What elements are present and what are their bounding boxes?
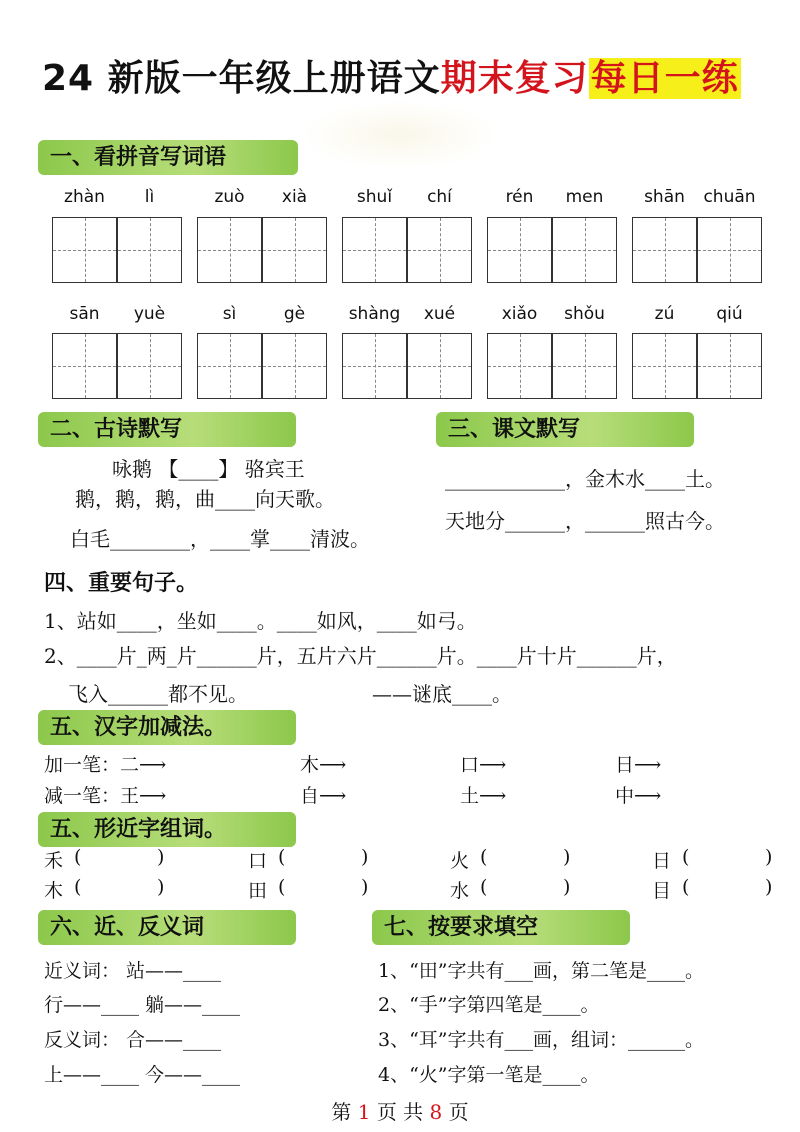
tianzige-box[interactable] [52,333,117,399]
tianzige-box[interactable] [52,217,117,283]
section-3-header: 三、课文默写 [436,412,694,447]
poem-line: 咏鹅 【____】 骆宾王 [112,457,305,481]
antonym-line: 上——____ 今——____ [44,1064,241,1086]
open-paren: ( [278,846,286,868]
page-footer [0,1096,800,1125]
tianzige-box[interactable] [697,217,762,283]
tianzige-box[interactable] [197,217,262,283]
fill-line: 2、“手”字第四笔是____。 [378,994,600,1016]
fill-line: 4、“火”字第一笔是____。 [378,1064,600,1086]
total-pages: 8 [429,1100,443,1124]
open-paren: ( [480,846,488,868]
open-paren: ( [278,876,286,898]
section-7-header: 七、按要求填空 [372,910,630,945]
remove-stroke-item: 中⟶ [615,785,662,807]
pinyin-label: rén [505,187,534,207]
pinyin-label: zú [654,304,675,324]
open-paren: ( [682,876,690,898]
title-part1: 24 新版一年级上册语文 [42,58,441,99]
pinyin-label: qiú [716,304,743,324]
title-part2: 期末复习 [440,58,589,99]
tianzige-box[interactable] [262,217,327,283]
fill-line: 1、“田”字共有___画，第二笔是____。 [378,960,705,982]
pinyin-label: zuò [214,187,245,207]
text-line: ____________，金木水____土。 [445,467,725,491]
pinyin-label: shān [644,187,685,207]
close-paren: ) [361,846,369,868]
section-1-header: 一、看拼音写词语 [38,140,298,175]
tianzige-box[interactable] [342,333,407,399]
section-6-header: 六、近、反义词 [38,910,296,945]
page-title [42,50,741,101]
page-number: 1 [357,1100,371,1124]
open-paren: ( [682,846,690,868]
footer-text: 第 [331,1100,352,1124]
section-5a-header: 五、汉字加减法。 [38,710,296,745]
close-paren: ) [563,876,571,898]
tianzige-box[interactable] [697,333,762,399]
close-paren: ) [765,876,773,898]
sentence-line: 飞入______都不见。 [68,682,248,706]
tianzige-box[interactable] [632,333,697,399]
char-label: 田 [248,880,268,902]
tianzige-box[interactable] [552,217,617,283]
pinyin-label: xué [423,304,456,324]
add-stroke-item: 加一笔：二⟶ [44,754,167,776]
text-line: 天地分______，______照古今。 [445,509,725,533]
pinyin-label: lì [144,187,155,207]
close-paren: ) [765,846,773,868]
add-stroke-item: 木⟶ [300,754,347,776]
synonym-line: 行——____ 躺——____ [44,994,241,1016]
tianzige-box[interactable] [262,333,327,399]
section-5b-header: 五、形近字组词。 [38,812,296,847]
tianzige-box[interactable] [117,217,182,283]
sentence-line: 1、站如____，坐如____。____如风，____如弓。 [44,609,477,633]
close-paren: ) [157,846,165,868]
add-stroke-item: 日⟶ [615,754,662,776]
sentence-line: 2、____片_两_片______片，五片六片______片。____片十片______片， [44,644,677,668]
footer-text: 页 [448,1100,469,1124]
pinyin-label: chuān [703,187,756,207]
pinyin-label: gè [283,304,306,324]
decorative-sun [300,100,500,170]
remove-stroke-item: 土⟶ [460,785,507,807]
title-part3: 每日一练 [590,58,739,99]
char-label: 口 [248,850,268,872]
tianzige-box[interactable] [342,217,407,283]
antonym-line: 反义词： 合——____ [44,1029,222,1051]
open-paren: ( [74,876,82,898]
section-4-header: 四、重要句子。 [44,570,199,596]
close-paren: ) [361,876,369,898]
pinyin-label: xiǎo [501,304,538,324]
pinyin-label: zhàn [64,187,105,207]
poem-line: 白毛________，____掌____清波。 [70,527,370,551]
remove-stroke-item: 减一笔：王⟶ [44,785,167,807]
tianzige-box[interactable] [117,333,182,399]
fill-line: 3、“耳”字共有___画，组词：______。 [378,1029,705,1051]
tianzige-box[interactable] [632,217,697,283]
section-2-header: 二、古诗默写 [38,412,296,447]
pinyin-label: shàng [348,304,401,324]
pinyin-label: chí [427,187,452,207]
char-label: 木 [44,880,64,902]
tianzige-box[interactable] [407,217,472,283]
pinyin-label: yuè [133,304,166,324]
char-label: 禾 [44,850,64,872]
tianzige-box[interactable] [487,333,552,399]
tianzige-box[interactable] [197,333,262,399]
open-paren: ( [74,846,82,868]
footer-text: 页 共 [376,1100,424,1124]
add-stroke-item: 口⟶ [460,754,507,776]
sentence-line: ——谜底____。 [372,682,512,706]
synonym-line: 近义词： 站——____ [44,960,222,982]
poem-line: 鹅，鹅，鹅，曲____向天歌。 [75,487,335,511]
pinyin-label: sān [69,304,100,324]
tianzige-box[interactable] [487,217,552,283]
open-paren: ( [480,876,488,898]
char-label: 日 [652,850,672,872]
pinyin-label: shuǐ [356,187,393,207]
pinyin-label: men [565,187,604,207]
close-paren: ) [563,846,571,868]
char-label: 火 [450,850,470,872]
char-label: 水 [450,880,470,902]
remove-stroke-item: 自⟶ [300,785,347,807]
close-paren: ) [157,876,165,898]
tianzige-box[interactable] [552,333,617,399]
pinyin-label: shǒu [564,304,605,324]
char-label: 目 [652,880,672,902]
pinyin-label: xià [281,187,308,207]
pinyin-label: sì [222,304,237,324]
tianzige-box[interactable] [407,333,472,399]
